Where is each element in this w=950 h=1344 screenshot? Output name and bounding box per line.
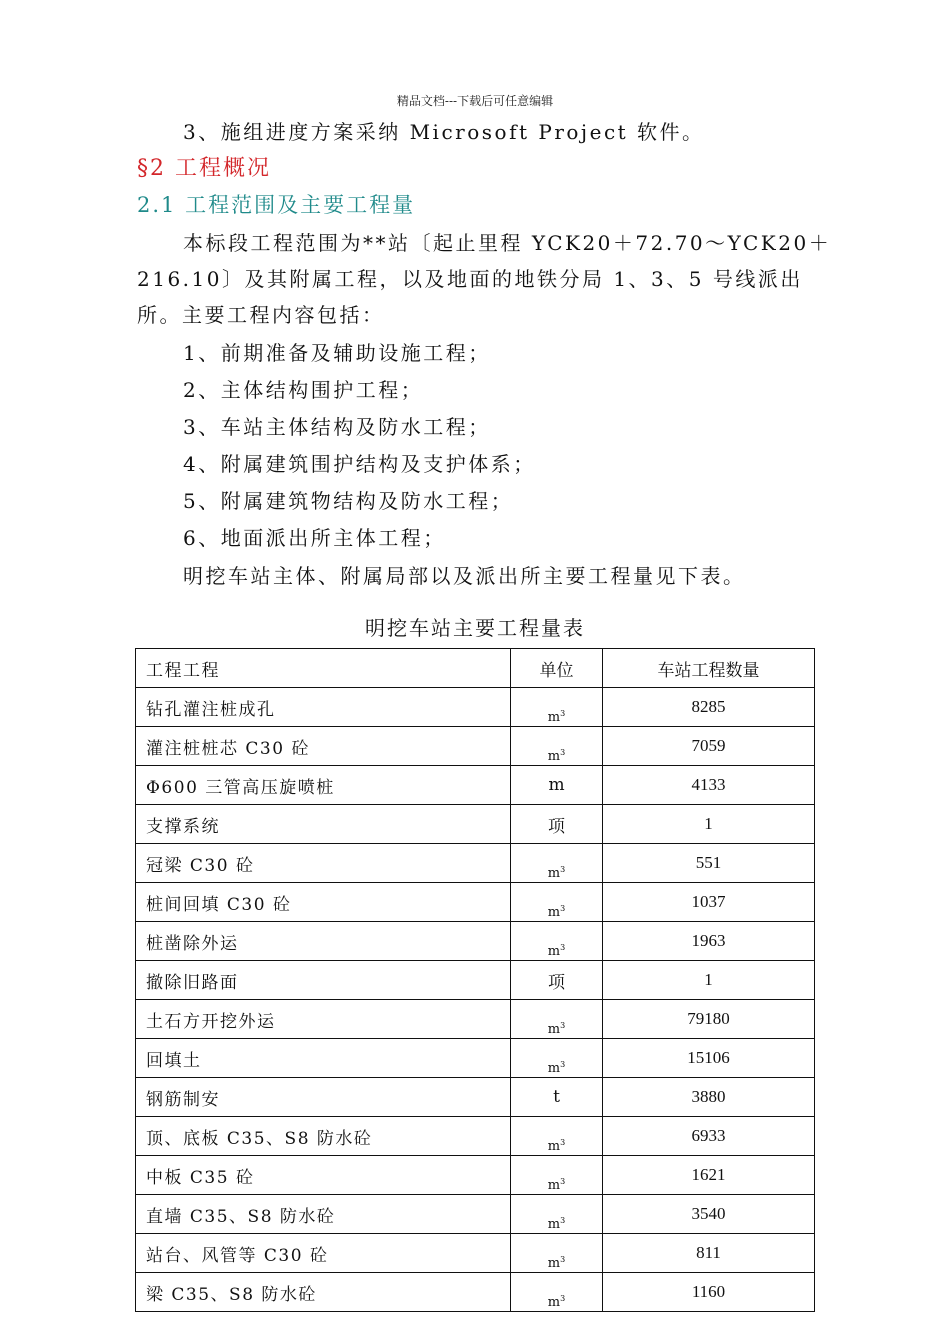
unit-exponent: 3 xyxy=(560,943,566,952)
unit-symbol: m xyxy=(547,905,561,920)
cell-quantity: 1 xyxy=(603,961,815,1000)
cell-unit xyxy=(511,688,603,727)
table-row xyxy=(136,805,815,844)
cell-unit xyxy=(511,1117,603,1156)
header-note: 精品文档---下载后可任意编辑 xyxy=(396,94,554,108)
cell-quantity: 811 xyxy=(603,1234,815,1273)
unit-cubic-meter xyxy=(511,863,602,880)
unit-symbol: m xyxy=(547,866,561,881)
table-intro-paragraph: 明挖车站主体、附属局部以及派出所主要工程量见下表。 xyxy=(183,564,746,588)
unit-symbol: m xyxy=(547,1295,561,1310)
cell-unit xyxy=(511,727,603,766)
cell-item-name: 钢筋制安 xyxy=(136,1078,511,1117)
unit-symbol: m xyxy=(547,1178,561,1193)
unit-cubic-meter xyxy=(511,1214,602,1231)
unit-symbol: m xyxy=(547,1061,561,1076)
cell-quantity: 4133 xyxy=(603,766,815,805)
unit-cubic-meter xyxy=(511,1253,602,1270)
cell-item-name: 中板 C35 砼 xyxy=(136,1156,511,1195)
cell-quantity: 1621 xyxy=(603,1156,815,1195)
cell-quantity: 1 xyxy=(603,805,815,844)
section-heading: §2 工程概况 xyxy=(137,156,271,181)
cell-unit xyxy=(511,844,603,883)
unit-symbol: m xyxy=(547,1217,561,1232)
list-item: 2、主体结构围护工程； xyxy=(183,378,424,402)
table-row xyxy=(136,1195,815,1234)
cell-quantity: 8285 xyxy=(603,688,815,727)
cell-unit xyxy=(511,922,603,961)
cell-unit xyxy=(511,1039,603,1078)
cell-quantity: 7059 xyxy=(603,727,815,766)
cell-unit xyxy=(511,1195,603,1234)
unit-exponent: 3 xyxy=(560,748,566,757)
table-row xyxy=(136,1273,815,1312)
cell-unit: t xyxy=(511,1078,603,1117)
table-row xyxy=(136,1234,815,1273)
table-row xyxy=(136,922,815,961)
unit-exponent: 3 xyxy=(560,904,566,913)
cell-item-name: 撤除旧路面 xyxy=(136,961,511,1000)
unit-symbol: m xyxy=(547,1022,561,1037)
paragraph-software: 3、施组进度方案采纳 Microsoft Project 软件。 xyxy=(183,120,705,144)
unit-exponent: 3 xyxy=(560,1294,566,1303)
unit-cubic-meter xyxy=(511,902,602,919)
cell-quantity: 1037 xyxy=(603,883,815,922)
unit-symbol: m xyxy=(547,749,561,764)
cell-quantity: 1963 xyxy=(603,922,815,961)
scope-paragraph-line1: 本标段工程范围为**站〔起止里程 YCK20＋72.70～YCK20＋ xyxy=(183,231,832,255)
table-row xyxy=(136,688,815,727)
unit-cubic-meter xyxy=(511,1175,602,1192)
table-row xyxy=(136,1078,815,1117)
cell-unit xyxy=(511,1234,603,1273)
unit-cubic-meter xyxy=(511,1136,602,1153)
quantity-table xyxy=(135,648,815,1312)
cell-item-name: 土石方开挖外运 xyxy=(136,1000,511,1039)
table-caption: 明挖车站主要工程量表 xyxy=(365,616,585,640)
cell-quantity: 1160 xyxy=(603,1273,815,1312)
table-row xyxy=(136,844,815,883)
subsection-heading: 2.1 工程范围及主要工程量 xyxy=(137,193,416,217)
cell-item-name: 桩间回填 C30 砼 xyxy=(136,883,511,922)
unit-symbol: m xyxy=(547,1256,561,1271)
cell-unit xyxy=(511,1000,603,1039)
list-item: 6、地面派出所主体工程； xyxy=(183,526,446,550)
cell-item-name: 站台、风管等 C30 砼 xyxy=(136,1234,511,1273)
unit-exponent: 3 xyxy=(560,1021,566,1030)
list-item: 3、车站主体结构及防水工程； xyxy=(183,415,491,439)
unit-cubic-meter xyxy=(511,746,602,763)
cell-unit xyxy=(511,1156,603,1195)
cell-unit xyxy=(511,883,603,922)
unit-cubic-meter xyxy=(511,1019,602,1036)
unit-exponent: 3 xyxy=(560,1177,566,1186)
cell-unit: 项 xyxy=(511,961,603,1000)
unit-cubic-meter xyxy=(511,707,602,724)
column-header-quantity: 车站工程数量 xyxy=(603,649,815,688)
unit-exponent: 3 xyxy=(560,1216,566,1225)
unit-cubic-meter xyxy=(511,1292,602,1309)
table-row xyxy=(136,766,815,805)
cell-item-name: 冠梁 C30 砼 xyxy=(136,844,511,883)
cell-quantity: 3880 xyxy=(603,1078,815,1117)
cell-quantity: 3540 xyxy=(603,1195,815,1234)
unit-exponent: 3 xyxy=(560,1060,566,1069)
cell-item-name: 桩凿除外运 xyxy=(136,922,511,961)
table-row xyxy=(136,961,815,1000)
cell-quantity: 551 xyxy=(603,844,815,883)
unit-symbol: m xyxy=(547,944,561,959)
table-row xyxy=(136,1156,815,1195)
unit-exponent: 3 xyxy=(560,1138,566,1147)
cell-item-name: 顶、底板 C35、S8 防水砼 xyxy=(136,1117,511,1156)
list-item: 1、前期准备及辅助设施工程； xyxy=(183,341,491,365)
cell-quantity: 79180 xyxy=(603,1000,815,1039)
unit-exponent: 3 xyxy=(560,1255,566,1264)
unit-cubic-meter xyxy=(511,941,602,958)
cell-unit xyxy=(511,1273,603,1312)
cell-quantity: 6933 xyxy=(603,1117,815,1156)
cell-item-name: 钻孔灌注桩成孔 xyxy=(136,688,511,727)
cell-unit: 项 xyxy=(511,805,603,844)
scope-paragraph-line2: 216.10〕及其附属工程，以及地面的地铁分局 1、3、5 号线派出 xyxy=(137,267,803,291)
cell-quantity: 15106 xyxy=(603,1039,815,1078)
table-row xyxy=(136,883,815,922)
table-header-row xyxy=(136,649,815,688)
unit-exponent: 3 xyxy=(560,865,566,874)
table-row xyxy=(136,1117,815,1156)
unit-cubic-meter xyxy=(511,1058,602,1075)
unit-symbol: m xyxy=(547,710,561,725)
cell-item-name: 灌注桩桩芯 C30 砼 xyxy=(136,727,511,766)
column-header-unit: 单位 xyxy=(511,649,603,688)
cell-item-name: 梁 C35、S8 防水砼 xyxy=(136,1273,511,1312)
list-item: 4、附属建筑围护结构及支护体系； xyxy=(183,452,536,476)
cell-item-name: Φ600 三管高压旋喷桩 xyxy=(136,766,511,805)
cell-unit: m xyxy=(511,766,603,805)
table-row xyxy=(136,1000,815,1039)
cell-item-name: 支撑系统 xyxy=(136,805,511,844)
scope-paragraph-line3: 所。主要工程内容包括： xyxy=(137,303,385,327)
cell-item-name: 回填土 xyxy=(136,1039,511,1078)
list-item: 5、附属建筑物结构及防水工程； xyxy=(183,489,514,513)
column-header-item: 工程工程 xyxy=(136,649,511,688)
table-row xyxy=(136,1039,815,1078)
cell-item-name: 直墙 C35、S8 防水砼 xyxy=(136,1195,511,1234)
unit-exponent: 3 xyxy=(560,709,566,718)
table-row xyxy=(136,727,815,766)
unit-symbol: m xyxy=(547,1139,561,1154)
